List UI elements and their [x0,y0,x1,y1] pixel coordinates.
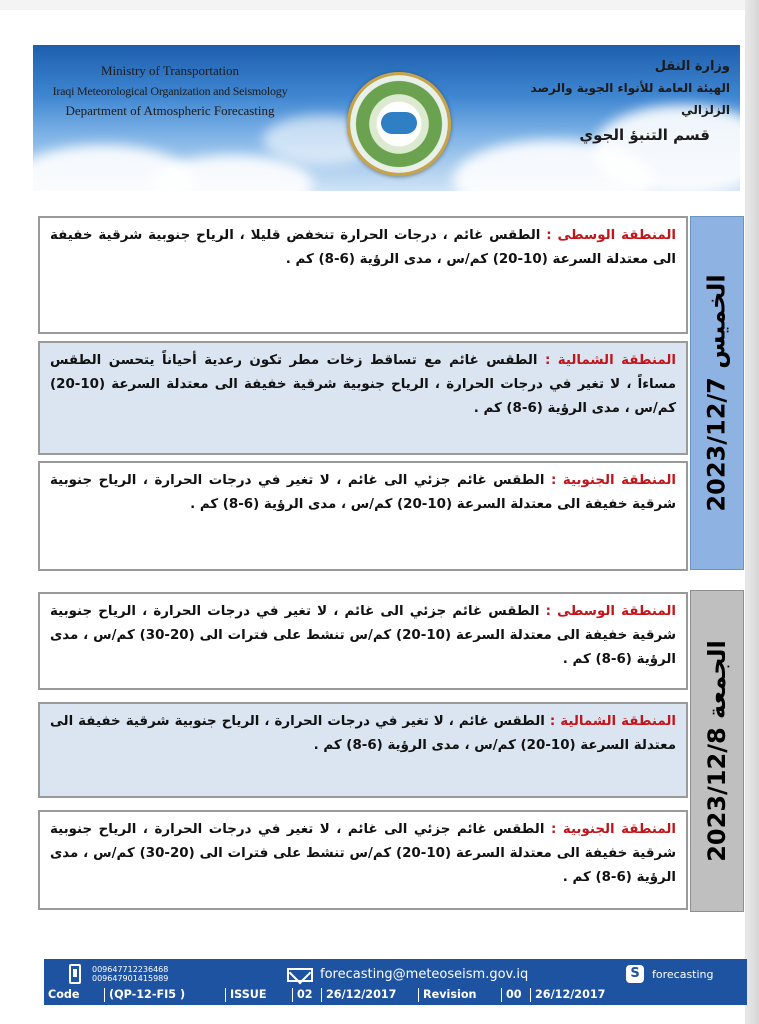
forecast-block-thursday-central [38,216,688,334]
region-label: المنطقة الجنوبية : [550,822,676,837]
forecast-block-friday-central [38,592,688,690]
region-label: المنطقة الوسطى : [546,228,676,243]
organization-name-ar: الهيئة العامة للأنواء الجوية والرصد الزلزالي [530,81,730,117]
day-label-thursday: الخميس 2023/12/7 [703,274,732,512]
forecast-text: الطقس غائم ، درجات الحرارة تنخفض قليلا ، الرياح جنوبية شرقية خفيفة الى معتدلة السرعة (10-20) كم/س ، مدى الرؤية (6-8) كم . [50,228,676,267]
header-arabic [490,57,730,149]
email-address[interactable]: forecasting@meteoseism.gov.iq [320,967,529,982]
header-english [45,61,295,121]
day-tab-friday [690,590,744,912]
skype-handle: forecasting [652,968,714,981]
region-label: المنطقة الشمالية : [549,714,676,729]
header-banner [33,45,740,191]
forecast-block-friday-north [38,702,688,798]
forecast-block-thursday-north [38,341,688,455]
page-top-edge [0,0,759,10]
issue-value: 02 [293,988,322,1002]
forecast-block-friday-south [38,810,688,910]
forecast-text: الطقس غائم ، لا تغير في درجات الحرارة ، الرياح جنوبية شرقية خفيفة الى معتدلة السرعة (10-20) كم/س ، مدى الرؤية (6-8) كم . [50,714,676,753]
department-name-en: Department of Atmospheric Forecasting [65,103,275,118]
region-label: المنطقة الوسطى : [545,604,676,619]
organization-logo [347,72,451,176]
revision-label: Revision [419,988,502,1002]
document-control-row [44,987,747,1003]
day-tab-thursday [690,216,744,570]
forecast-text: الطقس غائم جزئي الى غائم ، لا تغير في درجات الحرارة ، الرياح جنوبية شرقية خفيفة الى معتدلة السرعة (10-20) كم/س تنشط على فترات الى (20-30) كم/س ، مدى الرؤية (6-8) كم . [50,604,676,667]
organization-name-en: Iraqi Meteorological Organization and Seismology [52,84,288,98]
phone-icon [69,964,81,984]
department-name-ar: قسم التنبؤ الجوي [579,126,710,144]
forecast-text: الطقس غائم جزئي الى غائم ، لا تغير في درجات الحرارة ، الرياح جنوبية شرقية خفيفة الى معتدلة السرعة (10-20) كم/س ، مدى الرؤية (6-8) كم . [50,473,676,512]
code-value: (QP-12-FI5 ) [105,988,226,1002]
region-label: المنطقة الشمالية : [544,353,676,368]
revision-value: 00 [502,988,531,1002]
skype-icon: S [626,965,644,983]
issue-date: 26/12/2017 [322,988,419,1002]
forecast-block-thursday-south [38,461,688,571]
email-icon [287,968,313,982]
code-label: Code [44,988,105,1002]
day-label-friday: الجمعة 2023/12/8 [703,640,731,862]
phone-numbers [92,965,168,983]
region-label: المنطقة الجنوبية : [550,473,676,488]
forecast-text: الطقس غائم مع تساقط زخات مطر تكون رعدية أحياناً يتحسن الطقس مساءاً ، لا تغير في درجات الحرارة ، الرياح جنوبية شرقية خفيفة الى معتدلة السرعة (10-20) كم/س ، مدى الرؤية (6-8) كم . [50,353,676,416]
page-right-edge [745,0,759,1024]
phone-number: 009647712236468 [92,965,169,974]
phone-number: 009647901415989 [92,974,169,983]
issue-label: ISSUE [226,988,293,1002]
ministry-name-ar: وزارة النقل [654,59,730,74]
forecast-text: الطقس غائم جزئي الى غائم ، لا تغير في درجات الحرارة ، الرياح جنوبية شرقية خفيفة الى معتدلة السرعة (10-20) كم/س تنشط على فترات الى (20-30) كم/س ، مدى الرؤية (6-8) كم . [50,822,676,885]
ministry-name-en: Ministry of Transportation [101,63,239,78]
revision-date: 26/12/2017 [535,988,606,1001]
footer-bar [44,959,747,1005]
